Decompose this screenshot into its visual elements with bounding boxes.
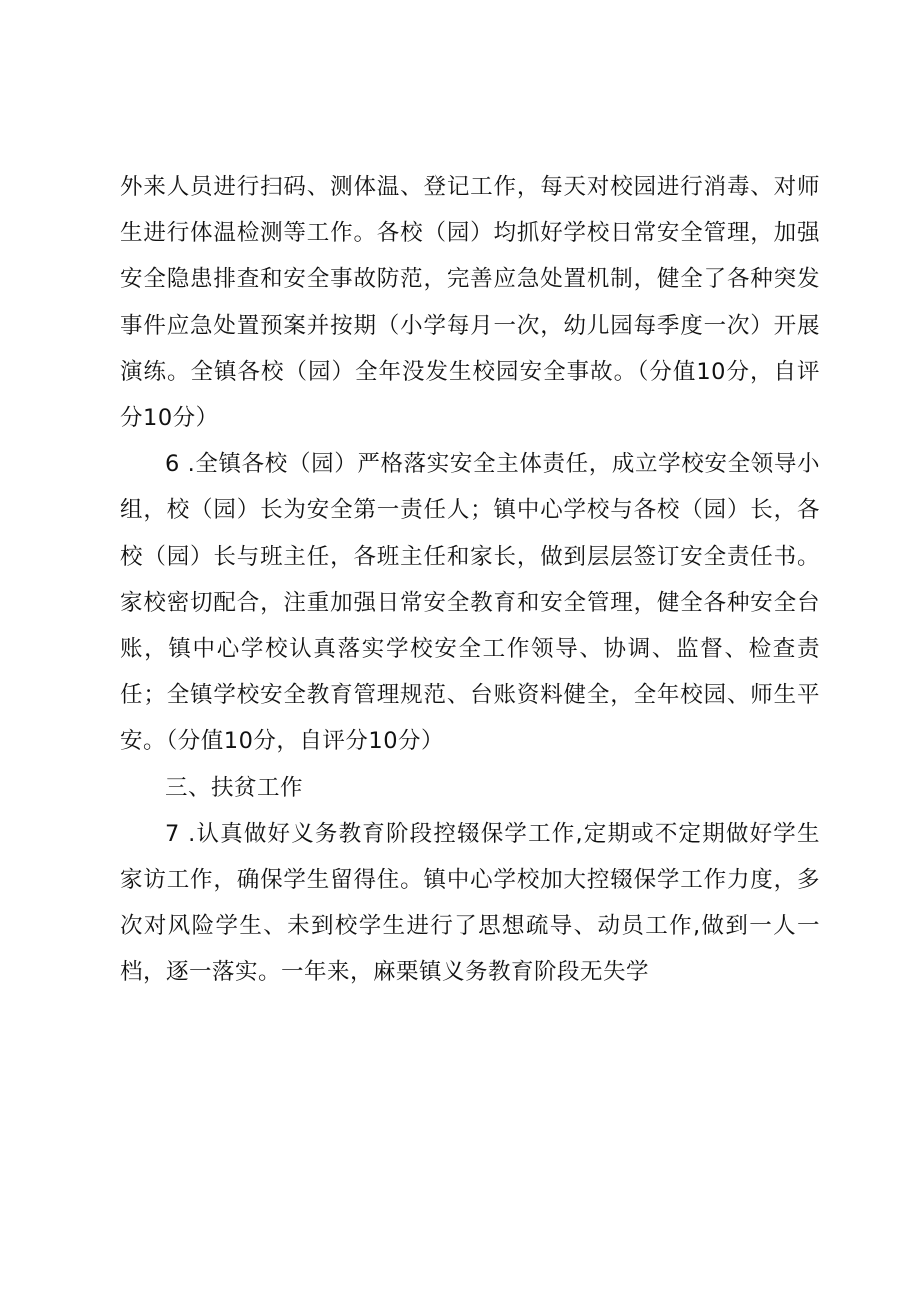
paragraph-item-6-safety-responsibility: 6 .全镇各校（园）严格落实安全主体责任，成立学校安全领导小组，校（园）长为安全第一责任人；镇中心学校与各校（园）长，各校（园）长与班主任，各班主任和家长，做到层层签订安全责任书。家校密切配合，注重加强日常安全教育和安全管理，健全各种安全台账，镇中心学校认真落实学校安全工作领导、协调、监督、检查责任；全镇学校安全教育管理规范、台账资料健全，全年校园、师生平安。（分值10分，自评分10分）	[120, 451, 820, 755]
paragraph-item-7-dropout-control: 7 .认真做好义务教育阶段控辍保学工作,定期或不定期做好学生家访工作，确保学生留得住。镇中心学校加大控辍保学工作力度，多次对风险学生、未到校学生进行了思想疏导、动员工作,做到一人一档，逐一落实。一年来，麻栗镇义务教育阶段无失学	[120, 820, 820, 986]
section-heading-poverty-alleviation: 三、扶贫工作	[165, 774, 304, 801]
document-body	[120, 164, 820, 996]
paragraph-campus-safety-continuation: 外来人员进行扫码、测体温、登记工作，每天对校园进行消毒、对师生进行体温检测等工作。各校（园）均抓好学校日常安全管理，加强安全隐患排查和安全事故防范，完善应急处置机制，健全了各种突发事件应急处置预案并按期（小学每月一次，幼儿园每季度一次）开展演练。全镇各校（园）全年没发生校园安全事故。（分值10分，自评分10分）	[120, 174, 820, 432]
